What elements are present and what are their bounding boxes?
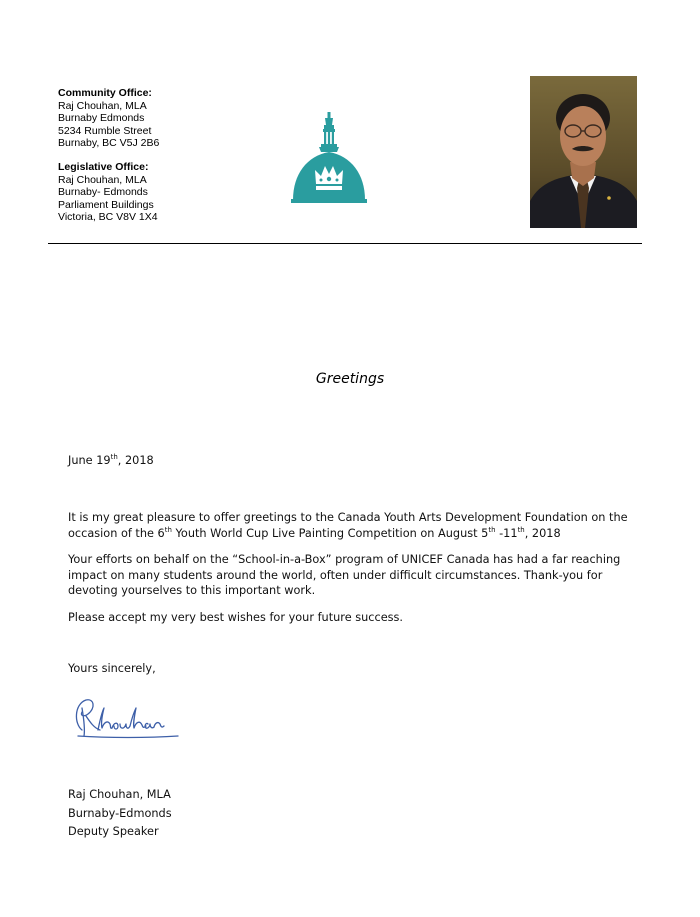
date-sup: th [110,453,118,462]
legislative-office-line: Burnaby- Edmonds [58,186,148,198]
p1-sup: th [164,525,172,534]
paragraph-efforts: Your efforts on behalf on the “School-in-a-Box” program of UNICEF Canada has had a far reaching impact on many students around the world, often under difficult circumstances. Thank-you for devoting yourselves to this important work. [68,553,621,597]
greetings-title: Greetings [315,371,385,387]
legislative-office-line: Parliament Buildings [58,198,154,211]
signature-text: Rchouhan [68,677,141,694]
p1-part: , 2018 [524,526,561,540]
signatory-role: Deputy Speaker [68,825,159,838]
legislative-office-line: Victoria, BC V8V 1X4 [58,211,158,223]
signatory-name: Raj Chouhan, MLA [68,788,171,801]
community-office-block [58,87,159,150]
closing-line: Yours sincerely, [68,662,156,675]
legislative-office-heading: Legislative Office: [58,161,149,173]
community-office-heading: Community Office: [58,87,152,99]
bc-legislature-dome-crest-icon [289,112,369,204]
legislative-office-line: Raj Chouhan, MLA [58,173,147,186]
p1-part: -11 [495,526,518,540]
legislative-office-block [58,161,158,224]
letter-date [68,453,154,469]
signatory-block [68,786,172,842]
community-office-line: Burnaby, BC V5J 2B6 [58,137,160,149]
p1-part: It is my great pleasure to offer greetings to the Canada Youth Arts Development Foundation on the occasion of the 6 [68,511,628,540]
community-office-line: Raj Chouhan, MLA [58,99,147,112]
p1-sup: th [488,525,496,534]
signatory-riding: Burnaby-Edmonds [68,806,172,820]
paragraph-wishes: Please accept my very best wishes for your future success. [68,611,404,624]
header-divider [48,243,642,244]
community-office-line: 5234 Rumble Street [58,124,152,137]
p1-sup: th [517,525,525,534]
community-office-line: Burnaby Edmonds [58,112,145,124]
portrait-photo-icon [530,76,637,228]
date-year: , 2018 [117,454,154,467]
paragraph-greeting [68,510,628,541]
date-text: June 19 [68,454,111,467]
handwritten-signature-icon [68,677,183,745]
p1-part: Youth World Cup Live Painting Competition on August 5 [171,526,489,540]
